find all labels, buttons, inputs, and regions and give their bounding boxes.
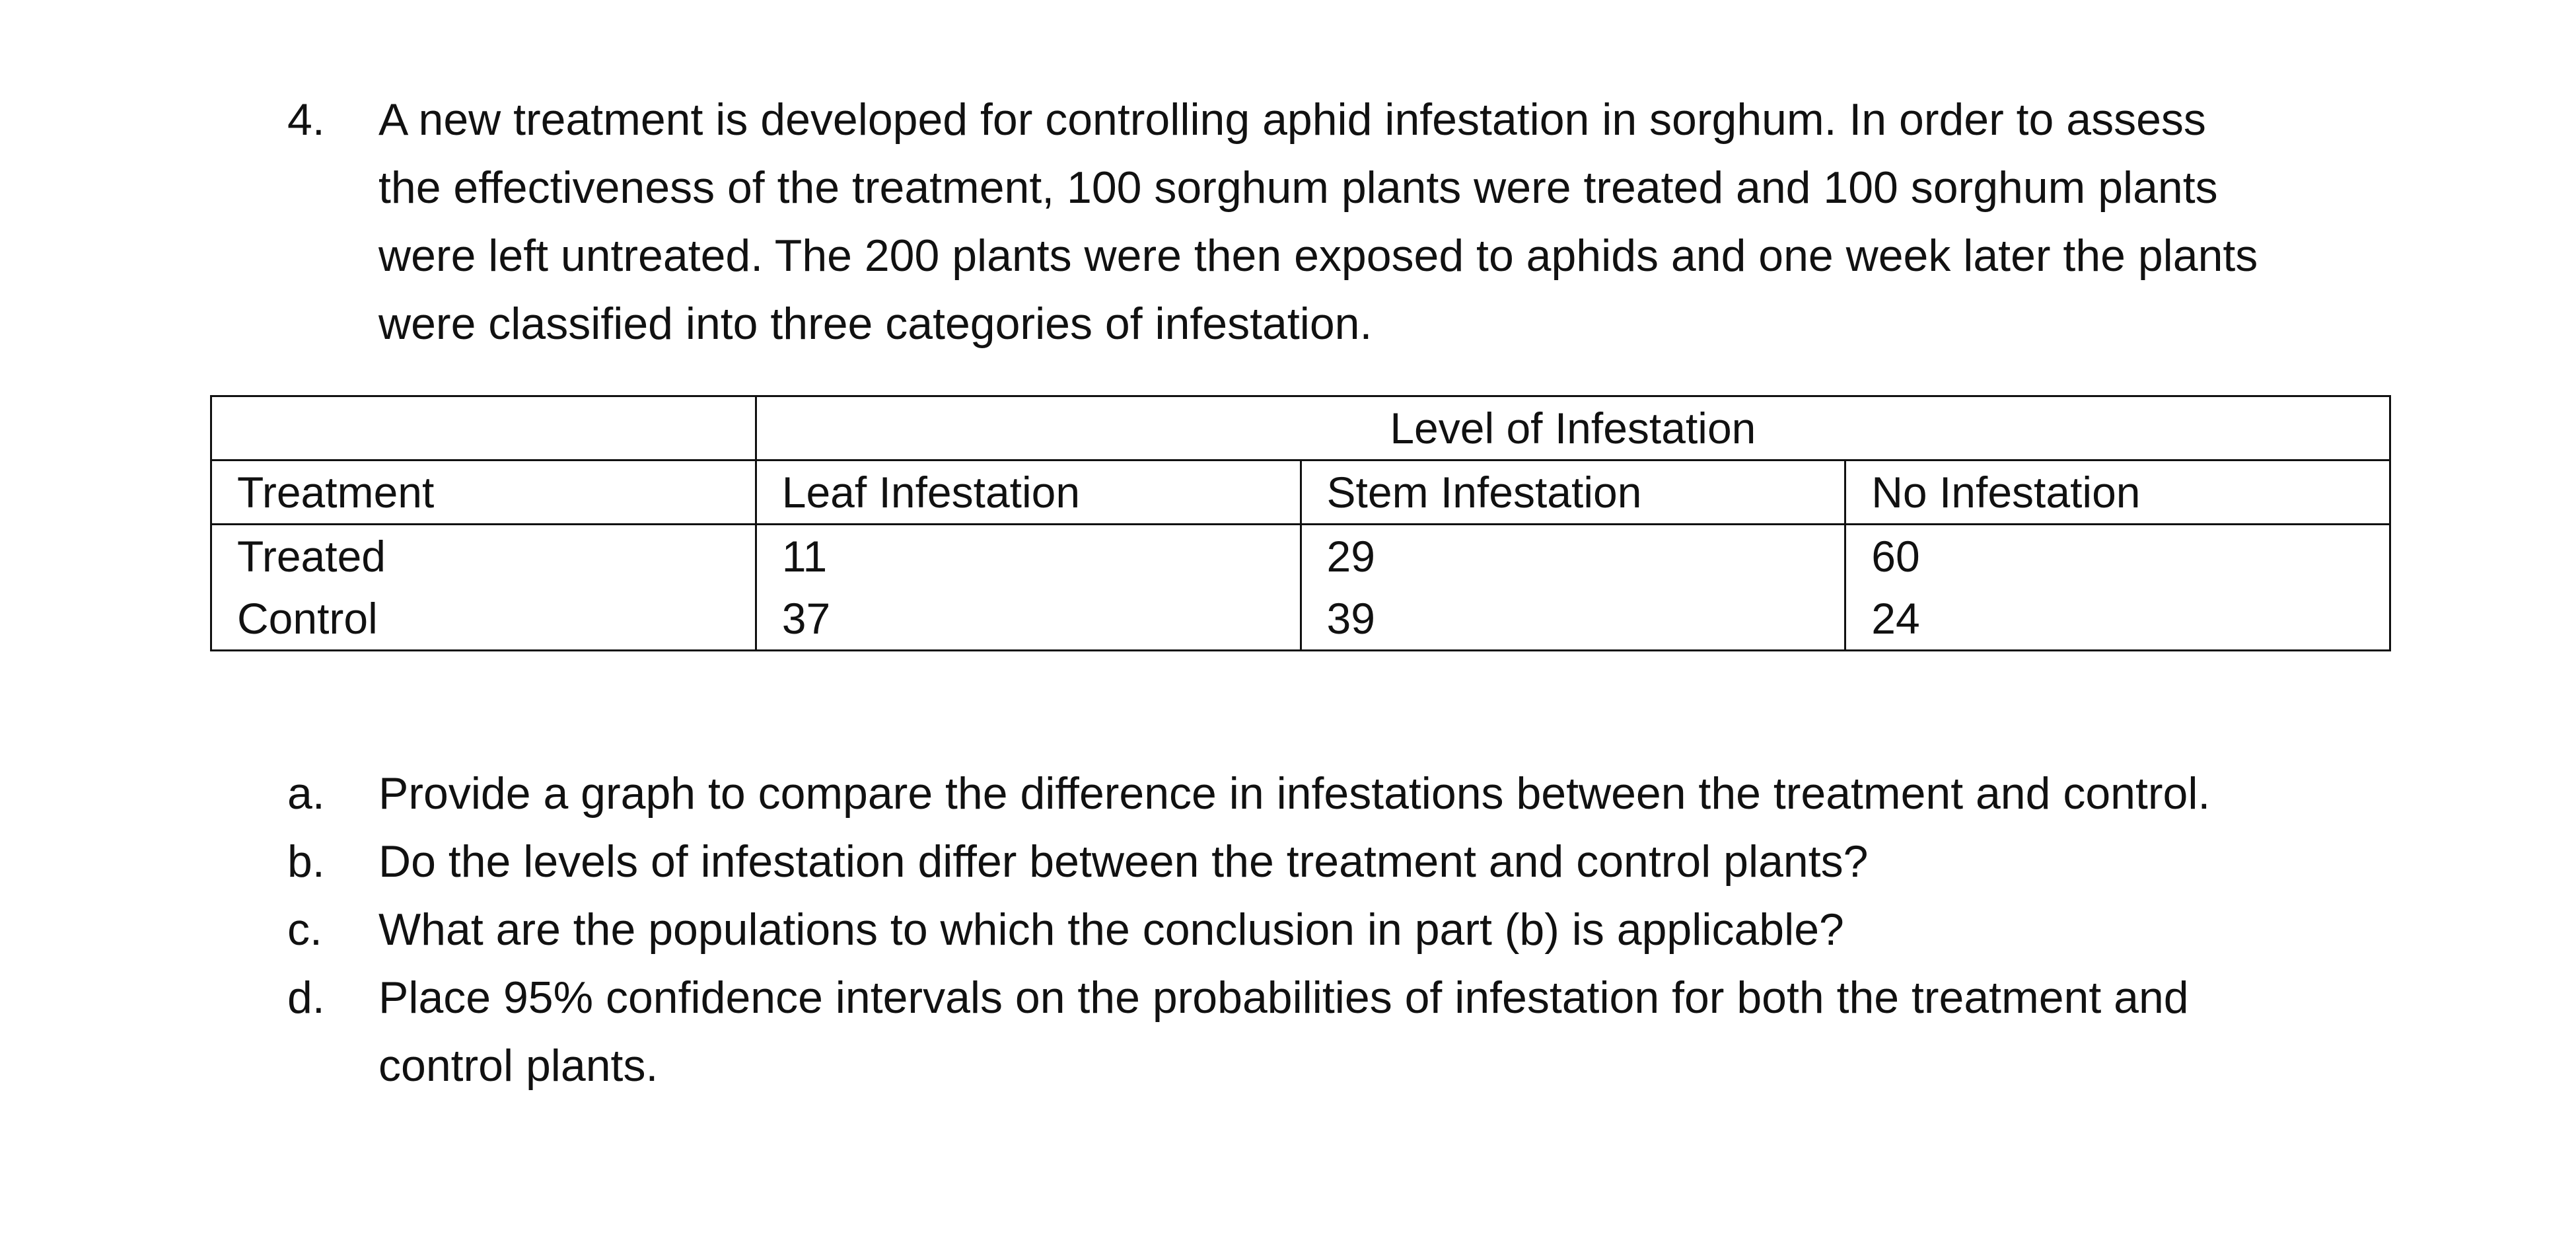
cell-treated-leaf: 11 (756, 525, 1301, 588)
subquestion-letter: d. (287, 973, 325, 1023)
subquestion-list (287, 760, 2467, 1100)
subquestion-letter: a. (287, 768, 325, 819)
subquestion-text-continued: control plants. (378, 1041, 659, 1091)
cell-treated-stem: 29 (1301, 525, 1845, 588)
cell-control-leaf: 37 (756, 587, 1301, 651)
subquestion-c (287, 896, 2467, 964)
question-line: A new treatment is developed for controlling aphid infestation in sorghum. In order to assess (378, 94, 2206, 145)
table-row (211, 525, 2390, 588)
question-line: were classified into three categories of infestation. (378, 299, 1373, 349)
column-header-none: No Infestation (1845, 460, 2390, 525)
subquestion-letter: c. (287, 904, 322, 955)
table-corner-cell (211, 396, 756, 460)
question-line: the effectiveness of the treatment, 100 sorghum plants were treated and 100 sorghum plants (378, 163, 2218, 213)
subquestion-text: Place 95% confidence intervals on the probabilities of infestation for both the treatment and (378, 973, 2189, 1023)
level-of-infestation-header: Level of Infestation (756, 396, 2390, 460)
column-header-leaf: Leaf Infestation (756, 460, 1301, 525)
row-label-control: Control (211, 587, 756, 651)
column-header-stem: Stem Infestation (1301, 460, 1845, 525)
infestation-table (210, 395, 2391, 651)
subquestion-letter: b. (287, 836, 325, 887)
cell-control-none: 24 (1845, 587, 2390, 651)
table-group-header-row (211, 396, 2390, 460)
table-header-row (211, 460, 2390, 525)
subquestion-text: Provide a graph to compare the difference in infestations between the treatment and control. (378, 768, 2211, 819)
subquestion-text: What are the populations to which the conclusion in part (b) is applicable? (378, 904, 1844, 955)
table-row (211, 587, 2390, 651)
column-header-treatment: Treatment (211, 460, 756, 525)
question-line: were left untreated. The 200 plants were then exposed to aphids and one week later the plants (378, 231, 2258, 281)
subquestion-text: Do the levels of infestation differ between the treatment and control plants? (378, 836, 1869, 887)
question-text (378, 86, 2434, 358)
question-number: 4. (287, 94, 325, 145)
subquestion-d (287, 964, 2467, 1100)
question-4 (287, 86, 2434, 358)
subquestion-a (287, 760, 2467, 828)
row-label-treated: Treated (211, 525, 756, 588)
cell-treated-none: 60 (1845, 525, 2390, 588)
subquestion-b (287, 828, 2467, 896)
cell-control-stem: 39 (1301, 587, 1845, 651)
